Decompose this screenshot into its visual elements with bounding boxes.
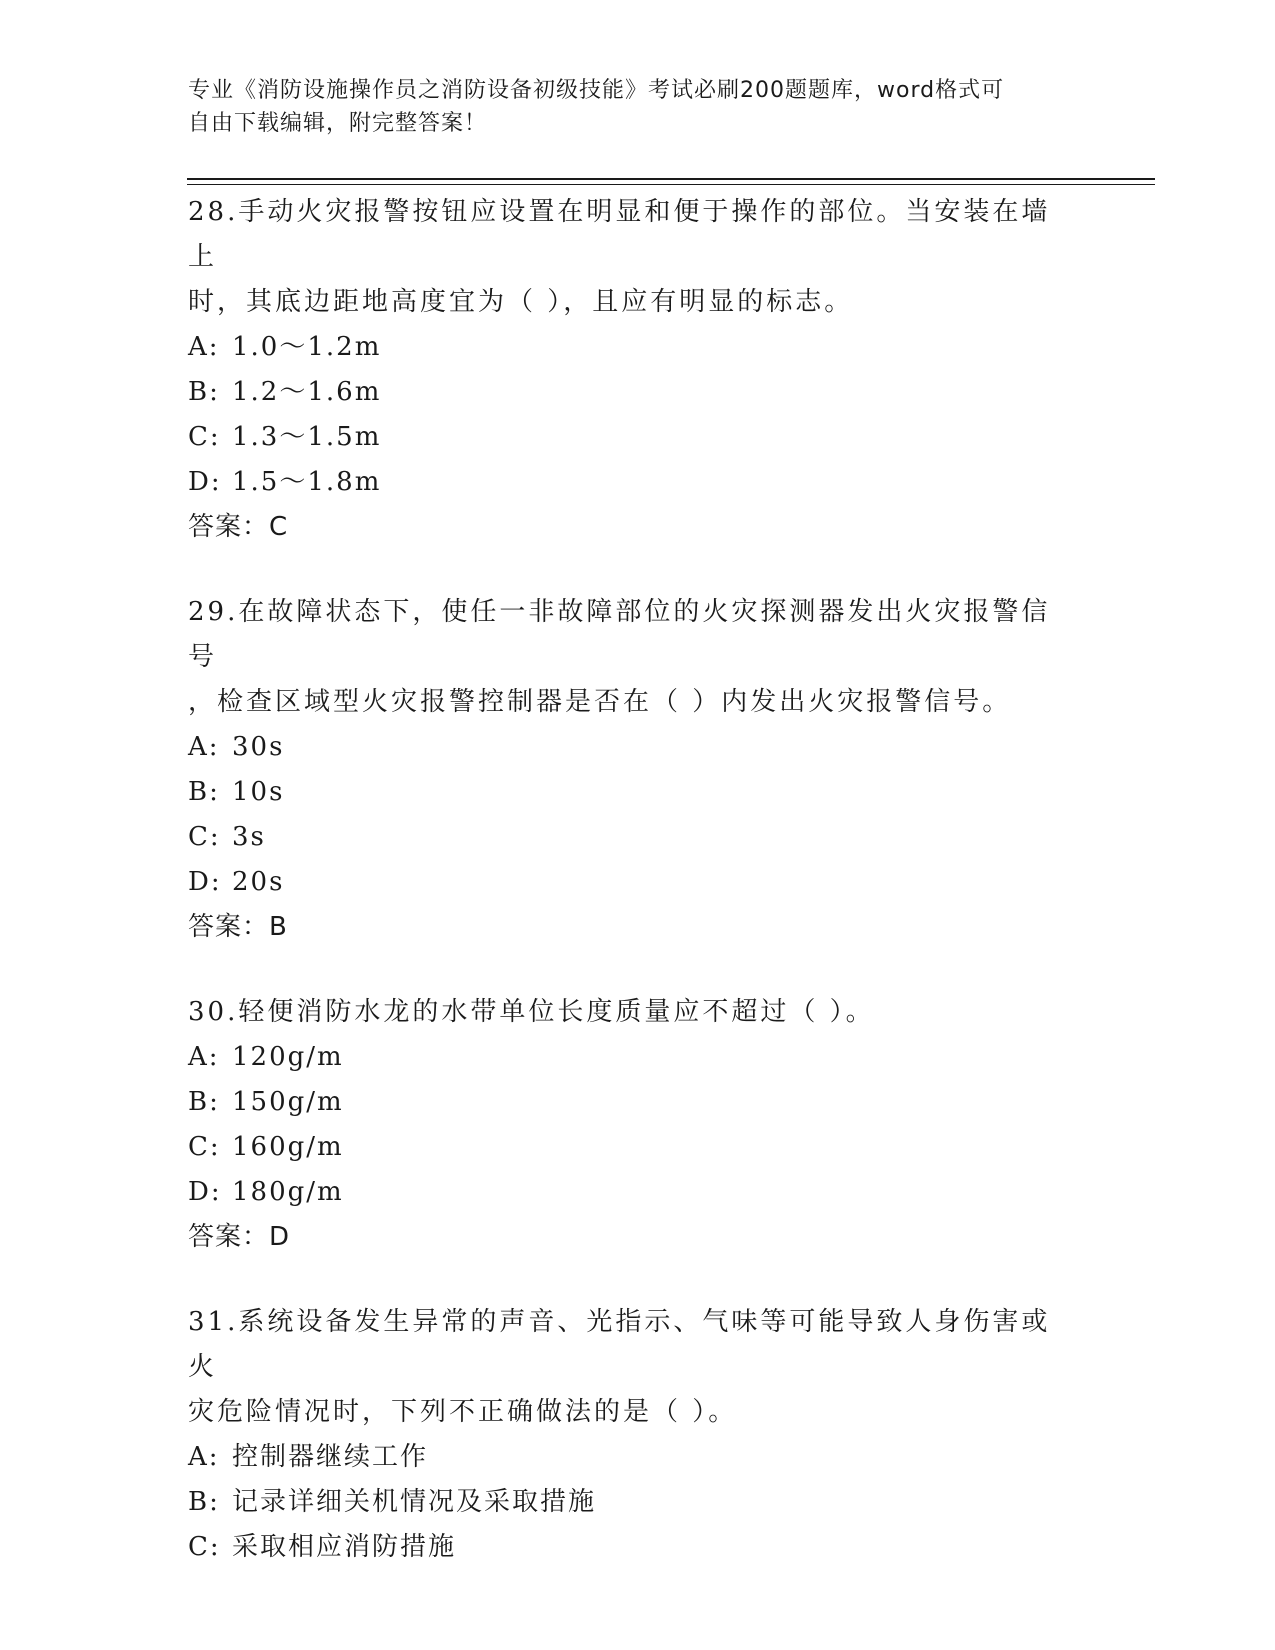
option-letter: D: bbox=[188, 467, 222, 497]
option-d bbox=[188, 860, 1078, 905]
option-b bbox=[188, 370, 1078, 415]
option-text: 采取相应消防措施 bbox=[232, 1532, 457, 1562]
question-stem-line: 31.系统设备发生异常的声音、光指示、气味等可能导致人身伤害或火 bbox=[188, 1307, 1051, 1382]
option-c bbox=[188, 1525, 1078, 1570]
question-stem-line: 28.手动火灾报警按钮应设置在明显和便于操作的部位。当安装在墙上 bbox=[188, 197, 1051, 272]
option-a bbox=[188, 1435, 1078, 1480]
option-text: 30s bbox=[232, 732, 285, 762]
option-b bbox=[188, 770, 1078, 815]
option-b bbox=[188, 1080, 1078, 1125]
question-stem-line: 29.在故障状态下，使任一非故障部位的火灾探测器发出火灾报警信号 bbox=[188, 597, 1051, 672]
option-b bbox=[188, 1480, 1078, 1525]
option-letter: A: bbox=[188, 1442, 220, 1472]
option-letter: C: bbox=[188, 822, 221, 852]
option-d bbox=[188, 460, 1078, 505]
option-a bbox=[188, 325, 1078, 370]
option-text: 120g/m bbox=[232, 1042, 344, 1072]
document-header bbox=[188, 74, 1068, 140]
header-divider-thin bbox=[187, 184, 1155, 185]
option-letter: B: bbox=[188, 1087, 220, 1117]
option-text: 3s bbox=[232, 822, 266, 852]
option-text: 1.2～1.6m bbox=[232, 377, 382, 407]
option-text: 1.0～1.2m bbox=[232, 332, 382, 362]
answer-line: 答案：B bbox=[188, 912, 288, 942]
option-d bbox=[188, 1170, 1078, 1215]
question-stem-line: ，检查区域型火灾报警控制器是否在（ ）内发出火灾报警信号。 bbox=[188, 687, 1012, 717]
option-text: 1.5～1.8m bbox=[232, 467, 382, 497]
option-c bbox=[188, 1125, 1078, 1170]
question-30 bbox=[188, 990, 1078, 1260]
option-letter: C: bbox=[188, 1132, 221, 1162]
option-letter: A: bbox=[188, 332, 220, 362]
option-a bbox=[188, 1035, 1078, 1080]
answer-line: 答案：D bbox=[188, 1222, 291, 1252]
option-a bbox=[188, 725, 1078, 770]
option-letter: B: bbox=[188, 777, 220, 807]
header-line-1: 专业《消防设施操作员之消防设备初级技能》考试必刷200题题库，word格式可 bbox=[188, 78, 1005, 103]
option-text: 150g/m bbox=[232, 1087, 344, 1117]
question-stem-line: 30.轻便消防水龙的水带单位长度质量应不超过（ ）。 bbox=[188, 997, 875, 1027]
option-letter: C: bbox=[188, 422, 221, 452]
option-letter: D: bbox=[188, 867, 222, 897]
question-31 bbox=[188, 1300, 1078, 1570]
question-stem-line: 时，其底边距地高度宜为（ ），且应有明显的标志。 bbox=[188, 287, 854, 317]
question-list bbox=[188, 190, 1078, 1610]
question-29 bbox=[188, 590, 1078, 950]
option-letter: B: bbox=[188, 1487, 220, 1517]
option-letter: B: bbox=[188, 377, 220, 407]
option-text: 控制器继续工作 bbox=[232, 1442, 429, 1472]
option-text: 记录详细关机情况及采取措施 bbox=[232, 1487, 597, 1517]
option-letter: A: bbox=[188, 732, 220, 762]
option-letter: D: bbox=[188, 1177, 222, 1207]
option-letter: C: bbox=[188, 1532, 221, 1562]
question-stem-line: 灾危险情况时，下列不正确做法的是（ ）。 bbox=[188, 1397, 738, 1427]
option-c bbox=[188, 415, 1078, 460]
option-text: 1.3～1.5m bbox=[232, 422, 382, 452]
option-letter: A: bbox=[188, 1042, 220, 1072]
option-text: 20s bbox=[232, 867, 285, 897]
answer-line: 答案：C bbox=[188, 512, 289, 542]
option-text: 10s bbox=[232, 777, 285, 807]
option-text: 160g/m bbox=[232, 1132, 344, 1162]
header-line-2: 自由下载编辑，附完整答案！ bbox=[188, 111, 488, 136]
option-c bbox=[188, 815, 1078, 860]
question-28 bbox=[188, 190, 1078, 550]
option-text: 180g/m bbox=[232, 1177, 344, 1207]
header-divider-thick bbox=[187, 178, 1155, 180]
